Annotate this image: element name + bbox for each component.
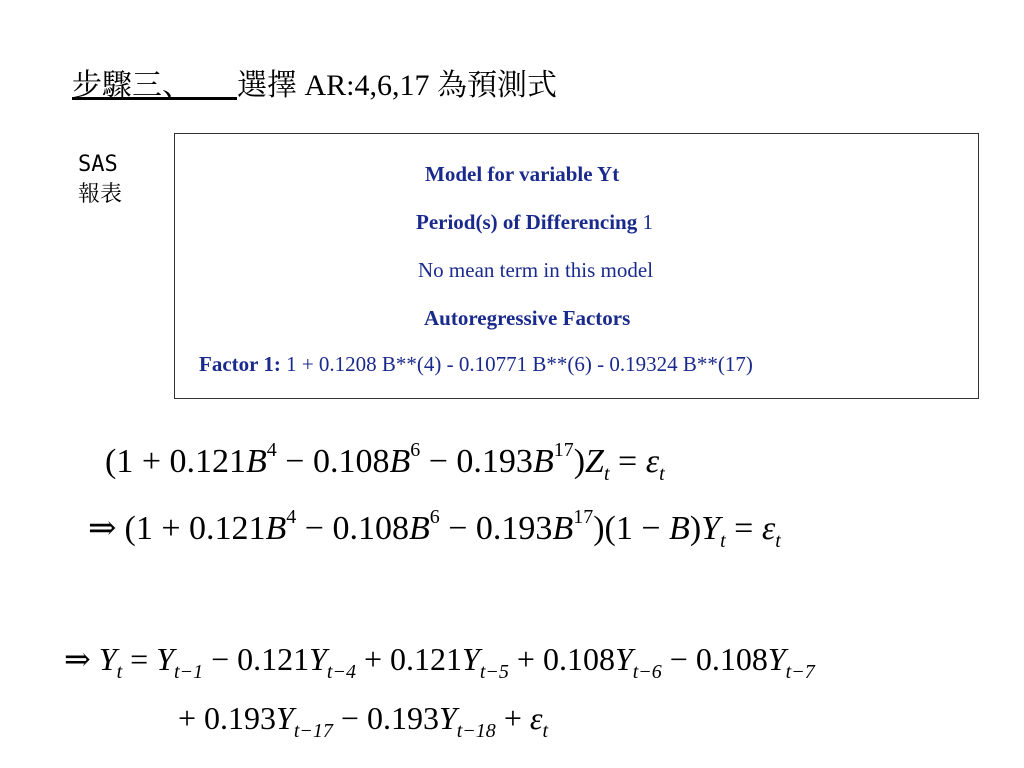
eq2-equals: =: [725, 510, 762, 547]
eq1-sub-t: t: [603, 463, 610, 485]
title-step: 步驟三、: [72, 69, 177, 102]
eq3-var-y: Y: [767, 641, 786, 677]
eq4-sub-t: t: [542, 720, 549, 742]
eq2-var-b: B: [552, 510, 574, 547]
eq1-term-c: − 0.193: [420, 443, 533, 480]
eq4-sub-t17: t−17: [293, 720, 333, 742]
equation-1: [105, 439, 665, 485]
eq3-sub-t6: t−6: [632, 661, 662, 683]
sas-report-label: [78, 150, 122, 210]
sas-output-box: [174, 133, 979, 399]
eq3-term-b: − 0.121: [203, 641, 310, 677]
equation-2: [88, 506, 781, 552]
eq3-var-y: Y: [309, 641, 327, 677]
eq4-term-a: + 0.193: [178, 700, 277, 736]
eq3-sub-t: t: [116, 661, 123, 683]
eq1-var-b: B: [532, 443, 554, 480]
sas-label-line2: 報表: [78, 182, 123, 207]
title-rest: 選擇 AR:4,6,17 為預測式: [237, 69, 558, 102]
eq4-var-y: Y: [438, 700, 457, 736]
eq3-term-e: − 0.108: [661, 641, 768, 677]
eq1-equals: =: [609, 443, 646, 480]
eq3-equals: =: [122, 641, 157, 677]
eq2-term-d: )(1 −: [593, 510, 670, 547]
eq3-var-y: Y: [156, 641, 175, 677]
eq3-sub-t4: t−4: [326, 661, 356, 683]
eq3-term-c: + 0.121: [355, 641, 463, 677]
eq2-sub-t: t: [775, 530, 781, 552]
eq2-epsilon: ε: [761, 510, 776, 547]
period-label: Period(s) of Differencing: [416, 210, 638, 234]
eq2-term-b: − 0.108: [296, 510, 409, 547]
eq4-term-b: − 0.193: [332, 700, 439, 736]
eq3-sub-t7: t−7: [785, 661, 815, 683]
equation-3: [64, 641, 815, 683]
eq4-plus: +: [495, 700, 530, 736]
eq3-sub-t1: t−1: [174, 661, 204, 683]
eq1-epsilon: ε: [645, 443, 660, 480]
eq3-var-y: Y: [462, 641, 480, 677]
period-line: [416, 210, 653, 235]
eq2-sub-t: t: [720, 530, 726, 552]
eq2-term-c: − 0.193: [439, 510, 553, 547]
eq2-var-b: B: [669, 510, 690, 547]
factor-expression: 1 + 0.1208 B**(4) - 0.10771 B**(6) - 0.19324 B**(17): [286, 352, 753, 376]
eq2-exp-6: 6: [429, 506, 440, 528]
eq1-exp-4: 4: [266, 439, 277, 461]
eq1-exp-6: 6: [410, 439, 421, 461]
eq3-var-y: Y: [614, 641, 633, 677]
implies-arrow: ⇒: [88, 510, 117, 547]
factor-label: Factor 1:: [199, 352, 281, 376]
eq3-sub-t5: t−5: [479, 661, 509, 683]
eq1-sub-t: t: [659, 463, 665, 485]
mean-line: No mean term in this model: [418, 258, 654, 282]
eq4-epsilon: ε: [529, 700, 543, 736]
eq1-paren: ): [573, 443, 586, 480]
sas-label-line1: SAS: [78, 152, 118, 177]
slide-title: [72, 60, 557, 104]
eq1-term-b: − 0.108: [276, 443, 390, 480]
eq1-term-a: (1 + 0.121: [105, 443, 246, 480]
eq1-var-b: B: [389, 443, 411, 480]
eq2-exp-17: 17: [573, 506, 594, 528]
eq4-var-y: Y: [276, 700, 294, 736]
model-line: Model for variable Yt: [425, 162, 620, 186]
eq2-paren: ): [689, 510, 702, 547]
eq2-term-a: (1 + 0.121: [124, 510, 266, 547]
eq2-exp-4: 4: [286, 506, 297, 528]
eq2-var-b: B: [265, 510, 287, 547]
eq4-sub-t18: t−18: [456, 720, 496, 742]
eq1-var-z: Z: [585, 443, 604, 480]
ar-header: Autoregressive Factors: [424, 306, 631, 330]
eq3-var-y: Y: [98, 641, 117, 677]
eq2-var-y: Y: [701, 510, 721, 547]
title-underline-gap: [177, 69, 237, 102]
eq1-var-b: B: [246, 443, 267, 480]
eq1-exp-17: 17: [553, 439, 574, 461]
period-value: 1: [642, 210, 653, 234]
implies-arrow: ⇒: [64, 641, 91, 677]
eq2-var-b: B: [408, 510, 430, 547]
equation-4: [178, 700, 549, 742]
factor-line: [199, 352, 753, 377]
eq3-term-d: + 0.108: [508, 641, 615, 677]
